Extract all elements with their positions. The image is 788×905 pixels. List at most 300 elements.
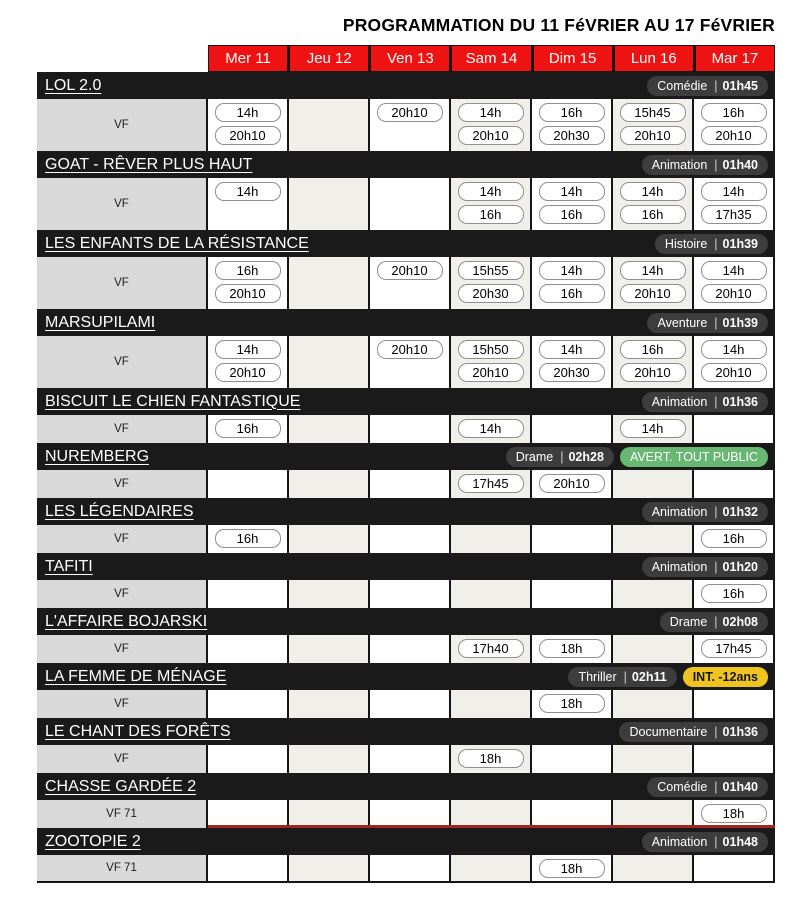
day-cells: [208, 580, 775, 608]
day-cell: [451, 690, 532, 718]
duration-label: 01h32: [722, 504, 758, 519]
movie-section: [37, 388, 775, 443]
showtime-chip[interactable]: 20h10: [377, 340, 443, 359]
showtime-chip[interactable]: 14h: [701, 340, 767, 359]
genre-label: Animation: [651, 559, 708, 574]
showtime-chip[interactable]: 16h: [215, 419, 281, 438]
movie-title-bar: [37, 309, 775, 336]
day-cell: [613, 470, 694, 498]
movie-title-bar: [37, 72, 775, 99]
day-cells: [208, 257, 775, 309]
movie-title: MARSUPILAMI: [45, 313, 156, 331]
day-cell: [613, 635, 694, 663]
showtime-chip[interactable]: 14h: [539, 182, 605, 201]
day-cell: [532, 690, 613, 718]
day-cell: [451, 580, 532, 608]
movie-title: TAFITI: [45, 557, 93, 575]
movie-section: [37, 443, 775, 498]
showtime-chip[interactable]: 14h: [620, 261, 686, 280]
showtime-chip[interactable]: 17h45: [701, 639, 767, 658]
movie-title: L'AFFAIRE BOJARSKI: [45, 612, 208, 630]
day-cell: [370, 580, 451, 608]
duration-label: 02h08: [722, 614, 758, 629]
showtime-row: [37, 635, 775, 663]
pipe-separator: |: [714, 236, 718, 251]
showtime-chip[interactable]: 20h10: [215, 363, 281, 382]
movie-section: [37, 608, 775, 663]
day-header-cell: Lun 16: [615, 46, 693, 71]
day-cell: [451, 855, 532, 881]
day-cell: [694, 257, 775, 309]
movie-title: LOL 2.0: [45, 76, 102, 94]
day-cell: [370, 178, 451, 230]
version-label: VF: [37, 257, 208, 309]
day-cells: [208, 415, 775, 443]
showtime-chip[interactable]: 20h10: [539, 474, 605, 493]
day-cell: [451, 800, 532, 825]
day-cell: [370, 635, 451, 663]
day-header-cell: Mer 11: [209, 46, 287, 71]
day-cell: [532, 800, 613, 825]
day-cell: [208, 745, 289, 773]
genre-duration-badge: [619, 722, 768, 742]
genre-label: Documentaire: [629, 724, 708, 739]
showtime-chip[interactable]: 17h40: [458, 639, 524, 658]
day-cells: [208, 745, 775, 773]
day-cell: [289, 745, 370, 773]
showtime-chip[interactable]: 14h: [539, 261, 605, 280]
genre-duration-badge: [642, 502, 768, 522]
showtime-chip[interactable]: 20h30: [539, 363, 605, 382]
pipe-separator: |: [714, 504, 718, 519]
day-cell: [370, 690, 451, 718]
day-cell: [289, 257, 370, 309]
day-cell: [613, 580, 694, 608]
movie-title-bar: [37, 388, 775, 415]
day-cell: [451, 525, 532, 553]
day-cell: [370, 470, 451, 498]
showtime-chip[interactable]: 16h: [458, 205, 524, 224]
version-label: VF 71: [37, 800, 208, 828]
duration-label: 01h40: [722, 157, 758, 172]
showtime-chip[interactable]: 14h: [458, 182, 524, 201]
showtime-chip[interactable]: 14h: [539, 340, 605, 359]
showtime-chip[interactable]: 16h: [539, 205, 605, 224]
genre-duration-badge: [647, 313, 768, 333]
showtime-chip[interactable]: 14h: [458, 103, 524, 122]
day-cell: [451, 635, 532, 663]
showtime-chip[interactable]: 16h: [620, 340, 686, 359]
badge-group: [642, 392, 768, 412]
showtime-row: [37, 336, 775, 388]
badge-group: [642, 502, 768, 522]
day-cell: [613, 525, 694, 553]
movie-section: [37, 309, 775, 388]
genre-label: Aventure: [657, 315, 708, 330]
genre-duration-badge: [568, 667, 676, 687]
pipe-separator: |: [714, 724, 718, 739]
day-cell: [532, 580, 613, 608]
showtime-chip[interactable]: 14h: [215, 103, 281, 122]
showtime-row: [37, 745, 775, 773]
showtime-chip[interactable]: 16h: [701, 584, 767, 603]
duration-label: 01h45: [722, 78, 758, 93]
showtime-chip[interactable]: 16h: [701, 103, 767, 122]
day-cell: [208, 415, 289, 443]
day-cell: [289, 470, 370, 498]
day-cell: [370, 800, 451, 825]
day-cell: [532, 178, 613, 230]
showtime-row: [37, 99, 775, 151]
duration-label: 01h48: [722, 834, 758, 849]
day-cell: [289, 690, 370, 718]
day-cell: [532, 257, 613, 309]
version-label: VF: [37, 745, 208, 773]
day-header-cell: Mar 17: [696, 46, 774, 71]
day-cell: [370, 257, 451, 309]
movie-title-bar: [37, 230, 775, 257]
day-cells: [208, 470, 775, 498]
genre-duration-badge: [647, 777, 768, 797]
day-cell: [613, 178, 694, 230]
version-label: VF: [37, 580, 208, 608]
showtime-chip[interactable]: 16h: [215, 261, 281, 280]
day-cell: [694, 525, 775, 553]
badge-group: [642, 557, 768, 577]
pipe-separator: |: [623, 669, 627, 684]
day-cell: [370, 415, 451, 443]
movie-section: [37, 230, 775, 309]
day-cells: [208, 336, 775, 388]
showtime-chip[interactable]: 20h10: [377, 261, 443, 280]
showtime-chip[interactable]: 16h: [215, 529, 281, 548]
showtime-chip[interactable]: 14h: [215, 340, 281, 359]
badge-group: [506, 447, 768, 467]
day-cell: [451, 415, 532, 443]
day-cell: [208, 800, 289, 825]
day-cells: [208, 690, 775, 718]
day-cell: [289, 855, 370, 881]
showtime-chip[interactable]: 18h: [701, 804, 767, 823]
day-cell: [694, 690, 775, 718]
showtime-chip[interactable]: 20h30: [539, 126, 605, 145]
day-cell: [208, 257, 289, 309]
day-header-cell: Ven 13: [371, 46, 449, 71]
day-cell: [613, 800, 694, 825]
genre-duration-badge: [642, 832, 768, 852]
showtime-chip[interactable]: 14h: [701, 261, 767, 280]
day-cell: [613, 855, 694, 881]
showtime-chip[interactable]: 16h: [539, 284, 605, 303]
showtime-chip[interactable]: 15h55: [458, 261, 524, 280]
duration-label: 01h39: [722, 315, 758, 330]
version-label: VF: [37, 635, 208, 663]
showtime-row: [37, 257, 775, 309]
movie-section: [37, 553, 775, 608]
version-label: VF: [37, 178, 208, 230]
day-cell: [694, 800, 775, 825]
day-cell: [208, 99, 289, 151]
movie-title-bar: [37, 151, 775, 178]
movie-section: [37, 72, 775, 151]
version-label: VF: [37, 336, 208, 388]
day-cell: [208, 336, 289, 388]
badge-group: [647, 777, 768, 797]
genre-label: Comédie: [657, 779, 708, 794]
day-cell: [532, 635, 613, 663]
movie-title: BISCUIT LE CHIEN FANTASTIQUE: [45, 392, 301, 410]
badge-group: [647, 313, 768, 333]
day-header-cell: Sam 14: [452, 46, 530, 71]
movie-title-bar: [37, 828, 775, 855]
movie-title-bar: [37, 718, 775, 745]
movie-section: [37, 663, 775, 718]
movie-section: [37, 151, 775, 230]
pipe-separator: |: [714, 157, 718, 172]
showtime-chip[interactable]: 16h: [620, 205, 686, 224]
version-label: VF: [37, 525, 208, 553]
showtime-chip[interactable]: 20h10: [458, 126, 524, 145]
rating-badge: INT. -12ans: [683, 667, 768, 687]
movie-title-bar: [37, 553, 775, 580]
rating-badge: AVERT. TOUT PUBLIC: [620, 447, 768, 467]
genre-label: Comédie: [657, 78, 708, 93]
showtime-chip[interactable]: 17h45: [458, 474, 524, 493]
pipe-separator: |: [714, 394, 718, 409]
movie-section: [37, 828, 775, 883]
genre-duration-badge: [660, 612, 768, 632]
showtime-chip[interactable]: 14h: [215, 182, 281, 201]
showtime-row: [37, 525, 775, 553]
day-cell: [532, 745, 613, 773]
showtime-row: [37, 178, 775, 230]
day-cell: [532, 99, 613, 151]
day-cells: [208, 99, 775, 151]
day-cell: [289, 635, 370, 663]
day-cell: [208, 855, 289, 881]
day-cell: [694, 855, 775, 881]
showtime-chip[interactable]: 18h: [539, 639, 605, 658]
badge-group: [660, 612, 768, 632]
movie-title: LES ENFANTS DE LA RÉSISTANCE: [45, 234, 309, 252]
day-header-cell: Jeu 12: [290, 46, 368, 71]
showtime-chip[interactable]: 20h10: [377, 103, 443, 122]
day-cells: [208, 635, 775, 663]
movie-section: [37, 718, 775, 773]
version-label: VF 71: [37, 855, 208, 881]
showtime-row: [37, 470, 775, 498]
genre-label: Animation: [651, 157, 708, 172]
showtime-row: [37, 800, 775, 828]
showtime-chip[interactable]: 20h10: [620, 284, 686, 303]
day-cell: [289, 525, 370, 553]
movie-section: [37, 773, 775, 828]
badge-group: [642, 832, 768, 852]
day-cell: [694, 415, 775, 443]
day-cell: [370, 855, 451, 881]
version-label: VF: [37, 690, 208, 718]
day-cell: [289, 415, 370, 443]
day-cell: [451, 257, 532, 309]
movie-title-bar: [37, 773, 775, 800]
pipe-separator: |: [714, 78, 718, 93]
movie-title-bar: [37, 443, 775, 470]
version-label: VF: [37, 470, 208, 498]
genre-label: Drame: [515, 449, 554, 464]
day-cell: [613, 415, 694, 443]
badge-group: [647, 76, 768, 96]
day-cell: [694, 178, 775, 230]
genre-label: Animation: [651, 394, 708, 409]
movie-title: NUREMBERG: [45, 447, 150, 465]
day-cell: [289, 99, 370, 151]
day-cell: [451, 178, 532, 230]
day-cell: [208, 178, 289, 230]
day-cell: [208, 580, 289, 608]
showtime-chip[interactable]: 15h45: [620, 103, 686, 122]
genre-label: Drame: [669, 614, 708, 629]
showtime-chip[interactable]: 20h10: [458, 363, 524, 382]
showtime-chip[interactable]: 18h: [539, 694, 605, 713]
day-cell: [613, 745, 694, 773]
showtime-row: [37, 690, 775, 718]
day-cell: [451, 745, 532, 773]
badge-group: [642, 155, 768, 175]
movie-title: LE CHANT DES FORÊTS: [45, 722, 231, 740]
showtime-row: [37, 855, 775, 883]
day-header-cell: Dim 15: [534, 46, 612, 71]
day-cell: [451, 470, 532, 498]
day-cell: [370, 525, 451, 553]
day-cell: [370, 99, 451, 151]
page-title: PROGRAMMATION DU 11 FéVRIER AU 17 FéVRIER: [342, 15, 775, 35]
showtime-chip[interactable]: 20h30: [458, 284, 524, 303]
day-cell: [289, 800, 370, 825]
day-cell: [613, 99, 694, 151]
version-label: VF: [37, 99, 208, 151]
pipe-separator: |: [714, 834, 718, 849]
day-cell: [532, 525, 613, 553]
showtime-chip[interactable]: 20h10: [215, 284, 281, 303]
showtime-chip[interactable]: 18h: [458, 749, 524, 768]
showtime-chip[interactable]: 20h10: [620, 363, 686, 382]
genre-duration-badge: [655, 234, 768, 254]
movie-title: LES LÉGENDAIRES: [45, 502, 194, 520]
pipe-separator: |: [714, 614, 718, 629]
genre-label: Histoire: [664, 236, 708, 251]
day-cell: [208, 635, 289, 663]
showtime-row: [37, 415, 775, 443]
showtime-chip[interactable]: 14h: [620, 182, 686, 201]
duration-label: 01h36: [722, 724, 758, 739]
day-cells: [208, 800, 775, 828]
day-cell: [694, 635, 775, 663]
day-header-row: [208, 45, 775, 72]
day-cell: [613, 336, 694, 388]
genre-duration-badge: [642, 155, 768, 175]
showtime-chip[interactable]: 18h: [539, 859, 605, 878]
version-label: VF: [37, 415, 208, 443]
day-cell: [532, 415, 613, 443]
day-cell: [532, 470, 613, 498]
showtime-chip[interactable]: 14h: [458, 419, 524, 438]
genre-duration-badge: [647, 76, 768, 96]
badge-group: [568, 667, 768, 687]
day-cell: [451, 336, 532, 388]
pipe-separator: |: [714, 779, 718, 794]
showtime-chip[interactable]: 16h: [701, 529, 767, 548]
day-cell: [289, 580, 370, 608]
duration-label: 02h11: [631, 669, 667, 684]
showtime-row: [37, 580, 775, 608]
showtime-chip[interactable]: 16h: [539, 103, 605, 122]
showtime-chip[interactable]: 14h: [701, 182, 767, 201]
showtime-chip[interactable]: 20h10: [701, 126, 767, 145]
badge-group: [619, 722, 768, 742]
day-cell: [370, 336, 451, 388]
day-cell: [694, 470, 775, 498]
day-cell: [532, 336, 613, 388]
movie-title-bar: [37, 608, 775, 635]
movie-title: CHASSE GARDÉE 2: [45, 777, 197, 795]
genre-duration-badge: [642, 557, 768, 577]
genre-duration-badge: [642, 392, 768, 412]
schedule-table: [37, 45, 775, 883]
day-cells: [208, 178, 775, 230]
day-cell: [694, 336, 775, 388]
showtime-chip[interactable]: 15h50: [458, 340, 524, 359]
day-cells: [208, 525, 775, 553]
movie-section: [37, 498, 775, 553]
movie-title: GOAT - RÊVER PLUS HAUT: [45, 155, 253, 173]
day-cell: [613, 257, 694, 309]
duration-label: 02h28: [568, 449, 604, 464]
day-cell: [289, 178, 370, 230]
day-cell: [613, 690, 694, 718]
showtime-chip[interactable]: 17h35: [701, 205, 767, 224]
duration-label: 01h40: [722, 779, 758, 794]
day-cell: [208, 470, 289, 498]
genre-label: Animation: [651, 834, 708, 849]
duration-label: 01h36: [722, 394, 758, 409]
genre-duration-badge: [506, 447, 614, 467]
showtime-chip[interactable]: 20h10: [620, 126, 686, 145]
day-cell: [370, 745, 451, 773]
day-cell: [694, 745, 775, 773]
movie-title-bar: [37, 663, 775, 690]
genre-label: Thriller: [578, 669, 617, 684]
showtime-chip[interactable]: 20h10: [215, 126, 281, 145]
pipe-separator: |: [714, 559, 718, 574]
day-cell: [451, 99, 532, 151]
day-cell: [532, 855, 613, 881]
movie-title: ZOOTOPIE 2: [45, 832, 141, 850]
showtime-chip[interactable]: 20h10: [701, 363, 767, 382]
showtime-chip[interactable]: 14h: [620, 419, 686, 438]
movie-title-bar: [37, 498, 775, 525]
movie-title: LA FEMME DE MÉNAGE: [45, 667, 227, 685]
badge-group: [655, 234, 768, 254]
genre-label: Animation: [651, 504, 708, 519]
day-cell: [289, 336, 370, 388]
pipe-separator: |: [714, 315, 718, 330]
movie-list: [37, 72, 775, 883]
duration-label: 01h39: [722, 236, 758, 251]
duration-label: 01h20: [722, 559, 758, 574]
showtime-chip[interactable]: 20h10: [701, 284, 767, 303]
pipe-separator: |: [560, 449, 564, 464]
day-cell: [694, 580, 775, 608]
